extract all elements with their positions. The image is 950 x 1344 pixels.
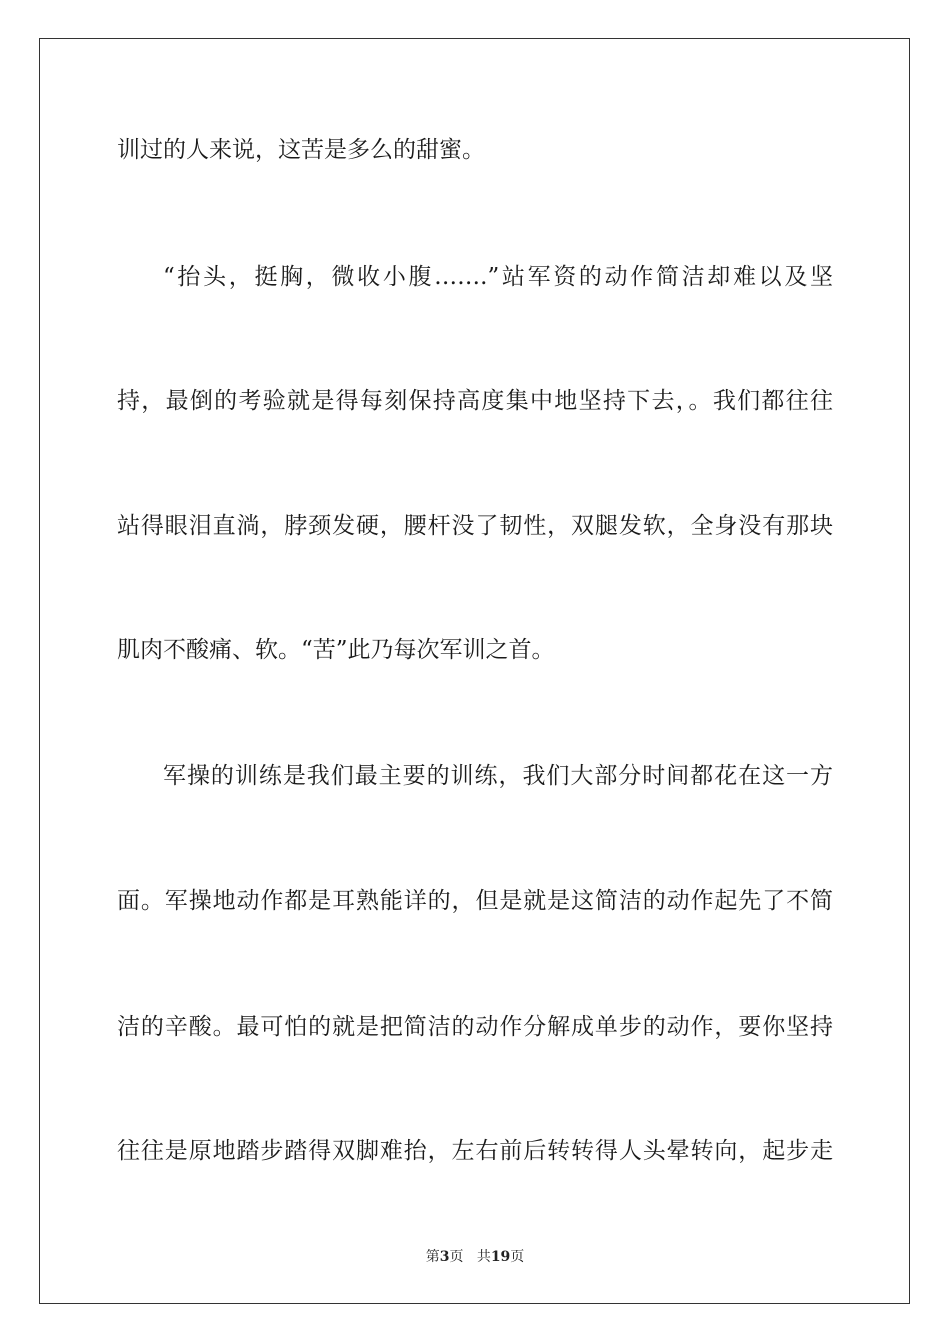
text-line: “抬头，挺胸，微收小腹…….”站军资的动作简洁却难以及坚: [163, 264, 833, 290]
page-suffix: 页: [449, 1249, 464, 1265]
text-line: 洁的辛酸。最可怕的就是把简洁的动作分解成单步的动作，要你坚持: [117, 1014, 833, 1040]
text-line: 肌肉不酸痛、软。“苦”此乃每次军训之首。: [117, 637, 555, 663]
total-suffix: 页: [510, 1249, 525, 1265]
total-pages: 19: [490, 1249, 511, 1265]
text-line: 往往是原地踏步踏得双脚难抬，左右前后转转得人头晕转向，起步走: [117, 1138, 833, 1164]
page-number: 3: [439, 1249, 450, 1265]
text-line: 训过的人来说，这苦是多么的甜蜜。: [117, 137, 485, 163]
text-line: 面。军操地动作都是耳熟能详的，但是就是这简洁的动作起先了不简: [117, 888, 833, 914]
page-border: [39, 38, 910, 1304]
total-prefix: 共: [476, 1249, 491, 1265]
text-line: 持，最倒的考验就是得每刻保持高度集中地坚持下去，。我们都往往: [117, 388, 833, 414]
text-line: 站得眼泪直淌，脖颈发硬，腰杆没了韧性，双腿发软，全身没有那块: [117, 513, 833, 539]
text-line: 军操的训练是我们最主要的训练，我们大部分时间都花在这一方: [163, 763, 833, 789]
page-prefix: 第: [425, 1249, 440, 1265]
page-footer: [0, 1248, 950, 1266]
